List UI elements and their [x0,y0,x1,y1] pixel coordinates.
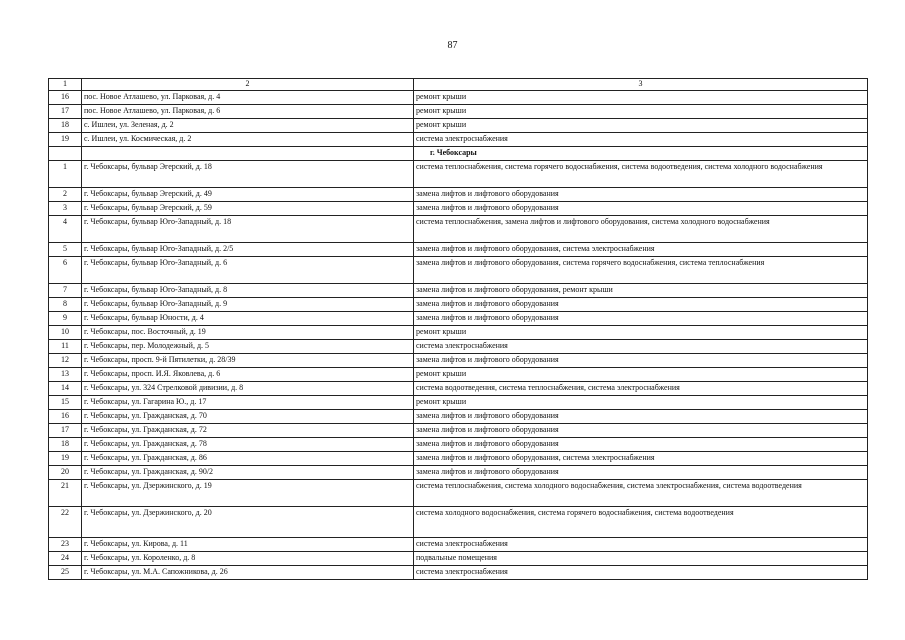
address-cell: г. Чебоксары, ул. Гагарина Ю., д. 17 [82,396,414,410]
table-row [49,438,868,452]
table-row [49,243,868,257]
work-type-cell: замена лифтов и лифтового оборудования, ремонт крыши [414,284,868,298]
address-cell: г. Чебоксары, ул. Гражданская, д. 78 [82,438,414,452]
row-number-cell: 18 [49,438,82,452]
table-row [49,105,868,119]
row-number-cell: 6 [49,257,82,284]
table-row [49,312,868,326]
row-number-cell: 8 [49,298,82,312]
row-number-cell: 19 [49,452,82,466]
address-cell: г. Чебоксары, бульвар Юности, д. 4 [82,312,414,326]
address-cell: г. Чебоксары, бульвар Юго-Западный, д. 8 [82,284,414,298]
work-type-cell: система электроснабжения [414,538,868,552]
work-type-cell: система теплоснабжения, система горячего водоснабжения, система водоотведения, система холодного водоснабжения [414,161,868,188]
table-row [49,202,868,216]
table-row [49,466,868,480]
address-cell: с. Ишлеи, ул. Космическая, д. 2 [82,133,414,147]
work-type-cell: замена лифтов и лифтового оборудования [414,298,868,312]
row-number-cell: 1 [49,161,82,188]
address-cell: г. Чебоксары, бульвар Юго-Западный, д. 2/5 [82,243,414,257]
work-type-cell: ремонт крыши [414,326,868,340]
work-type-cell: замена лифтов и лифтового оборудования [414,354,868,368]
work-type-cell: система электроснабжения [414,133,868,147]
table-row [49,424,868,438]
table-row [49,382,868,396]
table-row [49,161,868,188]
table-row [49,133,868,147]
row-number-cell: 12 [49,354,82,368]
row-number-cell: 5 [49,243,82,257]
row-number-cell: 13 [49,368,82,382]
row-number-cell: 14 [49,382,82,396]
works-table-container [48,78,867,580]
row-number-cell: 11 [49,340,82,354]
work-type-cell: замена лифтов и лифтового оборудования [414,438,868,452]
address-cell: г. Чебоксары, ул. Гражданская, д. 70 [82,410,414,424]
work-type-cell: система теплоснабжения, система холодного водоснабжения, система электроснабжения, система водоотведения [414,480,868,507]
address-cell: г. Чебоксары, бульвар Эгерский, д. 49 [82,188,414,202]
work-type-cell: замена лифтов и лифтового оборудования [414,466,868,480]
work-type-cell: система электроснабжения [414,340,868,354]
address-cell: г. Чебоксары, пер. Молодежный, д. 5 [82,340,414,354]
table-row [49,257,868,284]
address-cell: г. Чебоксары, ул. 324 Стрелковой дивизии, д. 8 [82,382,414,396]
table-row [49,284,868,298]
row-number-cell: 17 [49,424,82,438]
row-number-cell: 4 [49,216,82,243]
address-cell: г. Чебоксары, ул. М.А. Сапожникова, д. 26 [82,566,414,580]
row-number-cell: 21 [49,480,82,507]
work-type-cell: замена лифтов и лифтового оборудования [414,312,868,326]
address-cell: г. Чебоксары, просп. И.Я. Яковлева, д. 6 [82,368,414,382]
table-row [49,480,868,507]
section-title-row [49,147,868,161]
work-type-cell: ремонт крыши [414,105,868,119]
address-cell: г. Чебоксары, ул. Гражданская, д. 86 [82,452,414,466]
row-number-cell: 7 [49,284,82,298]
work-type-cell: замена лифтов и лифтового оборудования [414,410,868,424]
table-header-row [49,79,868,91]
row-number-cell: 18 [49,119,82,133]
table-row [49,566,868,580]
section-empty-cell [49,147,82,161]
table-row [49,410,868,424]
table-row [49,326,868,340]
column-header-number: 1 [49,79,82,91]
column-header-address: 2 [82,79,414,91]
work-type-cell: замена лифтов и лифтового оборудования [414,202,868,216]
address-cell: г. Чебоксары, ул. Гражданская, д. 90/2 [82,466,414,480]
row-number-cell: 15 [49,396,82,410]
address-cell: г. Чебоксары, бульвар Эгерский, д. 18 [82,161,414,188]
row-number-cell: 9 [49,312,82,326]
row-number-cell: 16 [49,410,82,424]
table-row [49,507,868,538]
work-type-cell: подвальные помещения [414,552,868,566]
row-number-cell: 10 [49,326,82,340]
row-number-cell: 3 [49,202,82,216]
row-number-cell: 24 [49,552,82,566]
table-row [49,452,868,466]
work-type-cell: система теплоснабжения, замена лифтов и лифтового оборудования, система холодного водоснабжения [414,216,868,243]
table-row [49,396,868,410]
table-row [49,354,868,368]
table-row [49,340,868,354]
work-type-cell: замена лифтов и лифтового оборудования, система электроснабжения [414,243,868,257]
address-cell: г. Чебоксары, бульвар Юго-Западный, д. 6 [82,257,414,284]
table-row [49,188,868,202]
row-number-cell: 19 [49,133,82,147]
table-row [49,538,868,552]
works-table-body [49,79,868,580]
work-type-cell: замена лифтов и лифтового оборудования, система горячего водоснабжения, система теплоснабжения [414,257,868,284]
row-number-cell: 25 [49,566,82,580]
table-row [49,298,868,312]
work-type-cell: замена лифтов и лифтового оборудования [414,424,868,438]
work-type-cell: система водоотведения, система теплоснабжения, система электроснабжения [414,382,868,396]
row-number-cell: 16 [49,91,82,105]
table-row [49,552,868,566]
address-cell: с. Ишлеи, ул. Зеленая, д. 2 [82,119,414,133]
work-type-cell: ремонт крыши [414,396,868,410]
row-number-cell: 20 [49,466,82,480]
work-type-cell: ремонт крыши [414,368,868,382]
address-cell: г. Чебоксары, бульвар Юго-Западный, д. 18 [82,216,414,243]
row-number-cell: 22 [49,507,82,538]
page-number: 87 [447,40,458,51]
address-cell: пос. Новое Атлашево, ул. Парковая, д. 6 [82,105,414,119]
work-type-cell: система электроснабжения [414,566,868,580]
address-cell: г. Чебоксары, ул. Дзержинского, д. 19 [82,480,414,507]
work-type-cell: ремонт крыши [414,91,868,105]
address-cell: пос. Новое Атлашево, ул. Парковая, д. 4 [82,91,414,105]
work-type-cell: замена лифтов и лифтового оборудования, система электроснабжения [414,452,868,466]
row-number-cell: 17 [49,105,82,119]
row-number-cell: 23 [49,538,82,552]
address-cell: г. Чебоксары, ул. Дзержинского, д. 20 [82,507,414,538]
column-header-work: 3 [414,79,868,91]
works-table [48,78,868,580]
work-type-cell: система холодного водоснабжения, система горячего водоснабжения, система водоотведения [414,507,868,538]
work-type-cell: замена лифтов и лифтового оборудования [414,188,868,202]
address-cell: г. Чебоксары, ул. Кирова, д. 11 [82,538,414,552]
address-cell: г. Чебоксары, просп. 9-й Пятилетки, д. 28/39 [82,354,414,368]
address-cell: г. Чебоксары, ул. Гражданская, д. 72 [82,424,414,438]
address-cell: г. Чебоксары, бульвар Юго-Западный, д. 9 [82,298,414,312]
address-cell: г. Чебоксары, ул. Короленко, д. 8 [82,552,414,566]
section-empty-cell [82,147,414,161]
table-row [49,216,868,243]
address-cell: г. Чебоксары, бульвар Эгерский, д. 59 [82,202,414,216]
address-cell: г. Чебоксары, пос. Восточный, д. 19 [82,326,414,340]
table-row [49,91,868,105]
table-row [49,119,868,133]
work-type-cell: ремонт крыши [414,119,868,133]
table-row [49,368,868,382]
section-title: г. Чебоксары [414,147,868,161]
row-number-cell: 2 [49,188,82,202]
